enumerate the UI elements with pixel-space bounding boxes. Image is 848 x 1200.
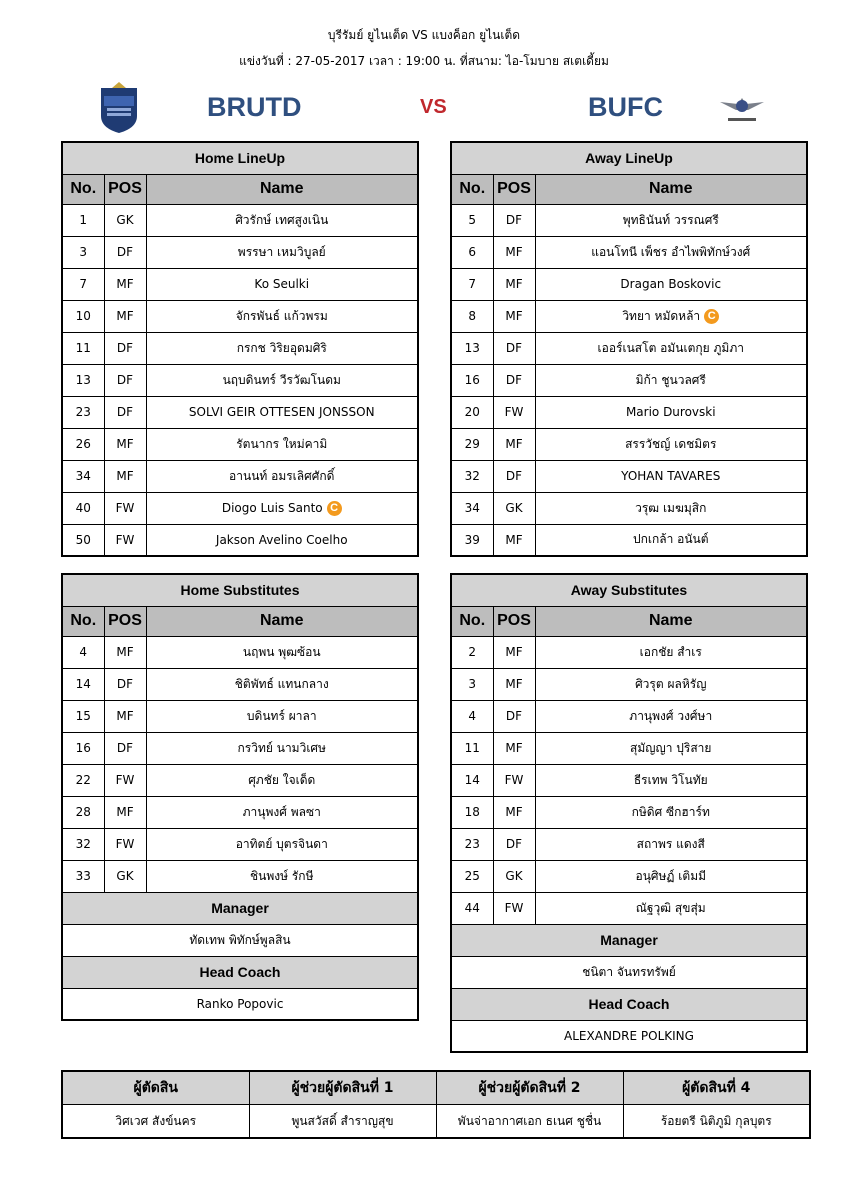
player-name-cell [535, 860, 807, 892]
player-number: 14 [451, 764, 493, 796]
player-row [451, 700, 807, 732]
player-position: DF [493, 828, 535, 860]
player-position: DF [104, 732, 146, 764]
player-name-cell [535, 828, 807, 860]
player-row [451, 524, 807, 556]
player-position: GK [104, 204, 146, 236]
player-position: MF [104, 428, 146, 460]
player-row [62, 428, 418, 460]
player-row [62, 732, 418, 764]
player-position: MF [493, 268, 535, 300]
player-row [62, 636, 418, 668]
player-position: MF [104, 700, 146, 732]
player-name: เอกชัย สำเร [639, 644, 702, 659]
player-number: 8 [451, 300, 493, 332]
player-name: นฤพน พุฒซ้อน [242, 644, 321, 659]
player-row [451, 796, 807, 828]
player-number: 3 [451, 668, 493, 700]
assistant-1-header: ผู้ช่วยผู้ตัดสินที่ 1 [249, 1071, 436, 1105]
player-name-cell [146, 332, 418, 364]
player-row [451, 764, 807, 796]
manager-name: ชนิตา จันทรทรัพย์ [451, 956, 807, 988]
player-name: กรวิทย์ นามวิเศษ [237, 740, 326, 755]
player-row [451, 236, 807, 268]
player-name: ศิวรุต ผลหิรัญ [635, 676, 707, 691]
player-row [62, 460, 418, 492]
col-name: Name [146, 174, 418, 204]
vs-label: VS [420, 96, 447, 118]
player-position: MF [104, 460, 146, 492]
player-position: MF [493, 636, 535, 668]
player-number: 44 [451, 892, 493, 924]
player-number: 16 [451, 364, 493, 396]
player-position: FW [104, 828, 146, 860]
player-name-cell [146, 268, 418, 300]
col-no: No. [451, 606, 493, 636]
player-name-cell [535, 492, 807, 524]
col-no: No. [62, 174, 104, 204]
player-position: GK [493, 860, 535, 892]
player-position: DF [104, 396, 146, 428]
player-row [451, 892, 807, 924]
player-name-cell [146, 492, 418, 524]
player-row [62, 668, 418, 700]
player-name: ณัฐวุฒิ สุขสุ่ม [635, 900, 706, 915]
fourth-official-name: ร้อยตรี นิติภูมิ กุลบุตร [623, 1105, 810, 1139]
player-position: DF [493, 700, 535, 732]
player-number: 25 [451, 860, 493, 892]
player-row [451, 300, 807, 332]
player-name: พรรษา เหมวิบูลย์ [237, 244, 326, 259]
player-name: ธีรเทพ วิโนทัย [633, 772, 708, 787]
player-number: 32 [62, 828, 104, 860]
player-row [62, 236, 418, 268]
player-name: ปกเกล้า อนันต์ [632, 532, 709, 547]
player-name-cell [535, 300, 807, 332]
player-name: วิทยา หมัดหล้า [622, 308, 701, 323]
home-team-crest-icon [98, 82, 140, 138]
player-name-cell [146, 204, 418, 236]
player-number: 2 [451, 636, 493, 668]
player-number: 11 [451, 732, 493, 764]
player-name-cell [535, 460, 807, 492]
player-name: ภานุพงศ์ วงศ์ษา [629, 708, 713, 723]
player-number: 33 [62, 860, 104, 892]
player-row [62, 700, 418, 732]
player-name: รัตนากร ใหม่คามิ [236, 436, 328, 451]
player-position: FW [104, 492, 146, 524]
player-row [451, 204, 807, 236]
home-subs-table [61, 573, 419, 1021]
player-row [62, 396, 418, 428]
player-number: 23 [451, 828, 493, 860]
player-position: MF [493, 796, 535, 828]
player-name-cell [146, 460, 418, 492]
assistant-2-header: ผู้ช่วยผู้ตัดสินที่ 2 [436, 1071, 623, 1105]
player-position: DF [493, 364, 535, 396]
player-name-cell [535, 636, 807, 668]
away-team-crest-icon [718, 90, 766, 128]
player-number: 4 [62, 636, 104, 668]
head-coach-label: Head Coach [62, 956, 418, 988]
player-name: SOLVI GEIR OTTESEN JONSSON [188, 405, 375, 419]
player-number: 50 [62, 524, 104, 556]
manager-name: ทัดเทพ พิทักษ์พูลสิน [62, 924, 418, 956]
player-row [451, 396, 807, 428]
player-row [62, 204, 418, 236]
player-name: Diogo Luis Santo [221, 500, 323, 515]
col-pos: POS [493, 606, 535, 636]
player-row [62, 332, 418, 364]
player-name-cell [535, 732, 807, 764]
player-position: MF [104, 636, 146, 668]
player-name: มิก้า ชูนวลศรี [635, 372, 706, 387]
player-name-cell [146, 364, 418, 396]
player-number: 22 [62, 764, 104, 796]
home-lineup-title: Home LineUp [62, 142, 418, 174]
player-number: 1 [62, 204, 104, 236]
player-position: MF [104, 796, 146, 828]
player-name: ศิวรักษ์ เทศสูงเนิน [235, 212, 329, 227]
player-number: 11 [62, 332, 104, 364]
player-name-cell [535, 524, 807, 556]
player-row [62, 268, 418, 300]
manager-label: Manager [451, 924, 807, 956]
player-number: 32 [451, 460, 493, 492]
player-name: จักรพันธ์ แก้วพรม [235, 308, 328, 323]
player-row [451, 860, 807, 892]
player-name-cell [146, 396, 418, 428]
player-name: สุมัญญา ปุริสาย [630, 740, 712, 755]
player-position: GK [104, 860, 146, 892]
player-row [451, 492, 807, 524]
home-team-name: BRUTD [207, 92, 302, 122]
col-name: Name [146, 606, 418, 636]
away-subs-table [450, 573, 808, 1053]
player-name: อนุศิษฏ์ เติมมี [635, 868, 707, 883]
player-number: 13 [451, 332, 493, 364]
player-number: 16 [62, 732, 104, 764]
player-name-cell [535, 796, 807, 828]
player-row [451, 732, 807, 764]
player-position: MF [493, 524, 535, 556]
player-number: 4 [451, 700, 493, 732]
col-name: Name [535, 606, 807, 636]
player-number: 18 [451, 796, 493, 828]
referee-header: ผู้ตัดสิน [62, 1071, 249, 1105]
away-subs-title: Away Substitutes [451, 574, 807, 606]
player-position: FW [493, 396, 535, 428]
home-lineup-table [61, 141, 419, 557]
player-name: Dragan Boskovic [620, 277, 722, 291]
player-row [62, 364, 418, 396]
player-position: MF [493, 300, 535, 332]
player-number: 23 [62, 396, 104, 428]
away-lineup-title: Away LineUp [451, 142, 807, 174]
col-no: No. [451, 174, 493, 204]
col-no: No. [62, 606, 104, 636]
player-number: 7 [451, 268, 493, 300]
player-number: 29 [451, 428, 493, 460]
player-number: 6 [451, 236, 493, 268]
player-number: 20 [451, 396, 493, 428]
player-row [62, 764, 418, 796]
player-name: Jakson Avelino Coelho [215, 532, 348, 547]
player-name-cell [535, 396, 807, 428]
player-position: DF [493, 332, 535, 364]
col-pos: POS [104, 606, 146, 636]
player-name: Mario Durovski [625, 405, 716, 419]
player-number: 3 [62, 236, 104, 268]
player-name-cell [146, 860, 418, 892]
head-coach-label: Head Coach [451, 988, 807, 1020]
player-position: DF [104, 236, 146, 268]
player-number: 13 [62, 364, 104, 396]
player-name-cell [146, 300, 418, 332]
player-row [62, 300, 418, 332]
player-number: 5 [451, 204, 493, 236]
col-pos: POS [493, 174, 535, 204]
away-team-name: BUFC [588, 92, 663, 122]
fourth-official-header: ผู้ตัดสินที่ 4 [623, 1071, 810, 1105]
player-name-cell [146, 700, 418, 732]
player-name-cell [146, 828, 418, 860]
player-number: 34 [451, 492, 493, 524]
player-name-cell [535, 700, 807, 732]
home-subs-title: Home Substitutes [62, 574, 418, 606]
player-name-cell [146, 236, 418, 268]
player-position: DF [104, 668, 146, 700]
player-name-cell [535, 364, 807, 396]
player-name: Ko Seulki [254, 277, 310, 291]
player-row [451, 428, 807, 460]
officials-table [61, 1070, 811, 1139]
player-name-cell [146, 428, 418, 460]
player-position: FW [493, 892, 535, 924]
player-number: 14 [62, 668, 104, 700]
col-pos: POS [104, 174, 146, 204]
player-name-cell [535, 268, 807, 300]
player-row [451, 332, 807, 364]
player-number: 10 [62, 300, 104, 332]
head-coach-name: Ranko Popovic [62, 988, 418, 1020]
player-name-cell [535, 204, 807, 236]
player-row [451, 828, 807, 860]
player-name-cell [535, 332, 807, 364]
player-name: นฤบดินทร์ วีรวัฒโนดม [222, 372, 341, 387]
player-number: 28 [62, 796, 104, 828]
player-number: 26 [62, 428, 104, 460]
player-row [451, 668, 807, 700]
player-position: MF [493, 732, 535, 764]
manager-label: Manager [62, 892, 418, 924]
player-name: อาทิตย์ บุตรจินดา [235, 836, 328, 851]
match-title: บุรีรัมย์ ยูไนเต็ด VS แบงค็อก ยูไนเต็ด [327, 28, 521, 42]
player-name-cell [535, 764, 807, 796]
player-name: เออร์เนสโต อมันเตกุย ภูมิภา [597, 340, 744, 355]
player-name-cell [535, 668, 807, 700]
player-name-cell [146, 524, 418, 556]
player-name: ชินพงษ์ รักษี [250, 868, 314, 883]
player-number: 40 [62, 492, 104, 524]
assistant-2-name: พันจ่าอากาศเอก ธเนศ ชูชื่น [436, 1105, 623, 1139]
player-number: 7 [62, 268, 104, 300]
captain-badge-icon: C [704, 309, 719, 324]
player-row [62, 524, 418, 556]
player-name: พุทธินันท์ วรรณศรี [622, 212, 719, 227]
player-name: แอนโทนี เพ็ชร อำไพพิทักษ์วงศ์ [591, 244, 751, 259]
player-name: อานนท์ อมรเลิศศักดิ์ [229, 468, 335, 483]
player-position: MF [493, 668, 535, 700]
player-position: FW [493, 764, 535, 796]
col-name: Name [535, 174, 807, 204]
player-position: MF [493, 428, 535, 460]
player-number: 39 [451, 524, 493, 556]
player-position: FW [104, 764, 146, 796]
player-row [62, 796, 418, 828]
player-name: ศุภชัย ใจเด็ด [248, 772, 316, 787]
player-name: ชิติพัทธ์ แทนกลาง [234, 676, 329, 691]
player-name-cell [146, 732, 418, 764]
player-row [451, 636, 807, 668]
head-coach-name: ALEXANDRE POLKING [451, 1020, 807, 1052]
player-row [62, 828, 418, 860]
player-position: DF [104, 332, 146, 364]
player-name: สถาพร แดงสี [636, 836, 705, 851]
player-position: MF [104, 268, 146, 300]
player-row [62, 860, 418, 892]
match-info: แข่งวันที่ : 27-05-2017 เวลา : 19:00 น. ที่สนาม: ไอ-โมบาย สเตเดี้ยม [239, 54, 609, 68]
player-name: บดินทร์ ผาลา [246, 708, 317, 723]
player-position: DF [493, 204, 535, 236]
player-name: วรุฒ เมฆมุสิก [635, 500, 707, 515]
player-name: กษิดิศ ซีกฮาร์ท [631, 804, 710, 819]
player-position: GK [493, 492, 535, 524]
player-name-cell [535, 428, 807, 460]
player-row [451, 268, 807, 300]
assistant-1-name: พูนสวัสดิ์ สำราญสุข [249, 1105, 436, 1139]
player-name-cell [535, 892, 807, 924]
player-number: 15 [62, 700, 104, 732]
player-row [451, 364, 807, 396]
referee-name: วิศเวศ สังข์นคร [62, 1105, 249, 1139]
player-name-cell [146, 636, 418, 668]
player-position: MF [493, 236, 535, 268]
player-position: MF [104, 300, 146, 332]
player-position: DF [104, 364, 146, 396]
player-name: กรกช วิริยอุดมศิริ [236, 340, 327, 355]
player-row [451, 460, 807, 492]
player-row [62, 492, 418, 524]
player-name-cell [535, 236, 807, 268]
player-name: ภานุพงศ์ พลซา [242, 804, 321, 819]
player-name-cell [146, 796, 418, 828]
away-lineup-table [450, 141, 808, 557]
player-number: 34 [62, 460, 104, 492]
player-position: FW [104, 524, 146, 556]
player-name-cell [146, 764, 418, 796]
player-position: DF [493, 460, 535, 492]
player-name-cell [146, 668, 418, 700]
player-name: YOHAN TAVARES [621, 469, 721, 483]
captain-badge-icon: C [327, 501, 342, 516]
player-name: สรรวัชญ์ เดชมิตร [625, 436, 717, 451]
